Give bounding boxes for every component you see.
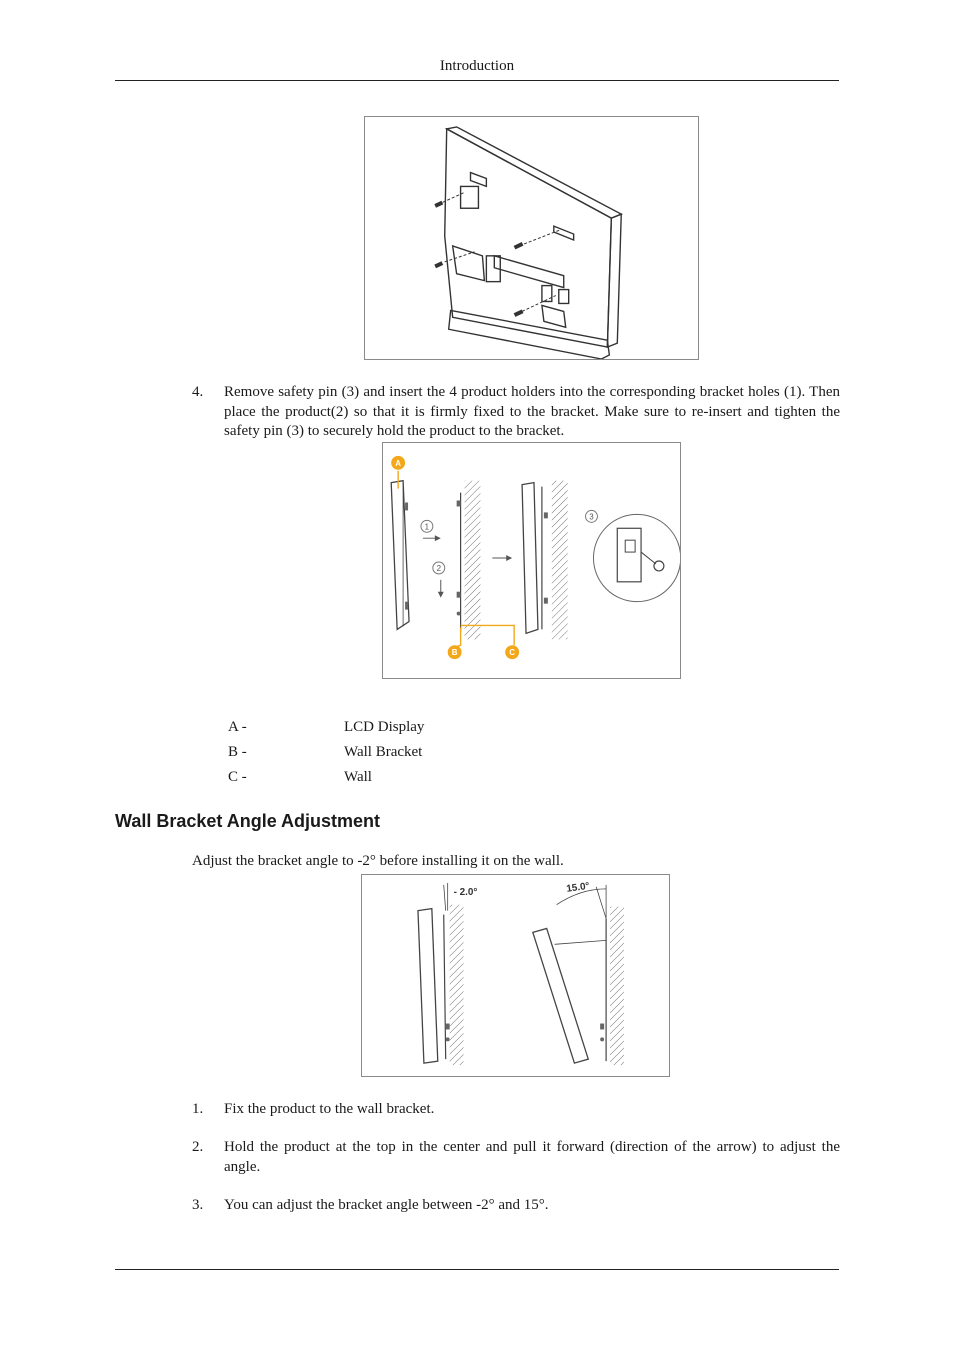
section-intro: Adjust the bracket angle to -2° before installing it on the wall.: [192, 853, 564, 869]
step-text: Remove safety pin (3) and insert the 4 product holders into the corresponding bracket holes (1). Then place the product(2) so that it is firmly fixed to the bracket. Make sure to re-insert and tighten the safety pin (3) to securely hold the product to the bracket.: [224, 384, 840, 439]
step-1: [192, 1100, 840, 1120]
step-4: [192, 383, 840, 442]
mount-illustration: [383, 443, 680, 678]
angle-left-label: - 2.0°: [453, 886, 478, 898]
step-text: You can adjust the bracket angle between -2° and 15°.: [224, 1197, 549, 1213]
figure-angle-adjustment: [361, 874, 670, 1077]
legend-value: LCD Display: [344, 719, 425, 735]
step-2: [192, 1138, 840, 1177]
legend-key: B -: [228, 744, 247, 760]
callout-a: A: [395, 458, 402, 468]
marker-2: 2: [436, 563, 441, 573]
legend-value: Wall Bracket: [344, 744, 423, 760]
angle-illustration: [362, 875, 669, 1076]
step-text: Hold the product at the top in the center and pull it forward (direction of the arrow) to adjust the angle.: [224, 1139, 840, 1175]
legend-key: C -: [228, 769, 247, 785]
marker-3: 3: [589, 512, 594, 522]
page-header-title: Introduction: [439, 58, 515, 74]
tv-back-illustration: [365, 117, 698, 359]
step-text: Fix the product to the wall bracket.: [224, 1101, 435, 1117]
footer-rule: [115, 1269, 839, 1270]
figure-tv-back-screws: [364, 116, 699, 360]
callout-b: B: [451, 648, 458, 658]
section-title: Wall Bracket Angle Adjustment: [115, 811, 381, 831]
step-number: 1.: [192, 1101, 204, 1117]
figure-mount-on-bracket: [382, 442, 681, 679]
step-number: 4.: [192, 384, 204, 400]
legend-value: Wall: [344, 769, 372, 785]
legend-key: A -: [228, 719, 247, 735]
angle-right-label: 15.0°: [565, 880, 591, 895]
callout-c: C: [509, 648, 516, 658]
marker-1: 1: [424, 522, 430, 532]
step-number: 2.: [192, 1139, 204, 1155]
step-3: [192, 1196, 840, 1216]
step-number: 3.: [192, 1197, 204, 1213]
header-rule: [115, 80, 839, 81]
